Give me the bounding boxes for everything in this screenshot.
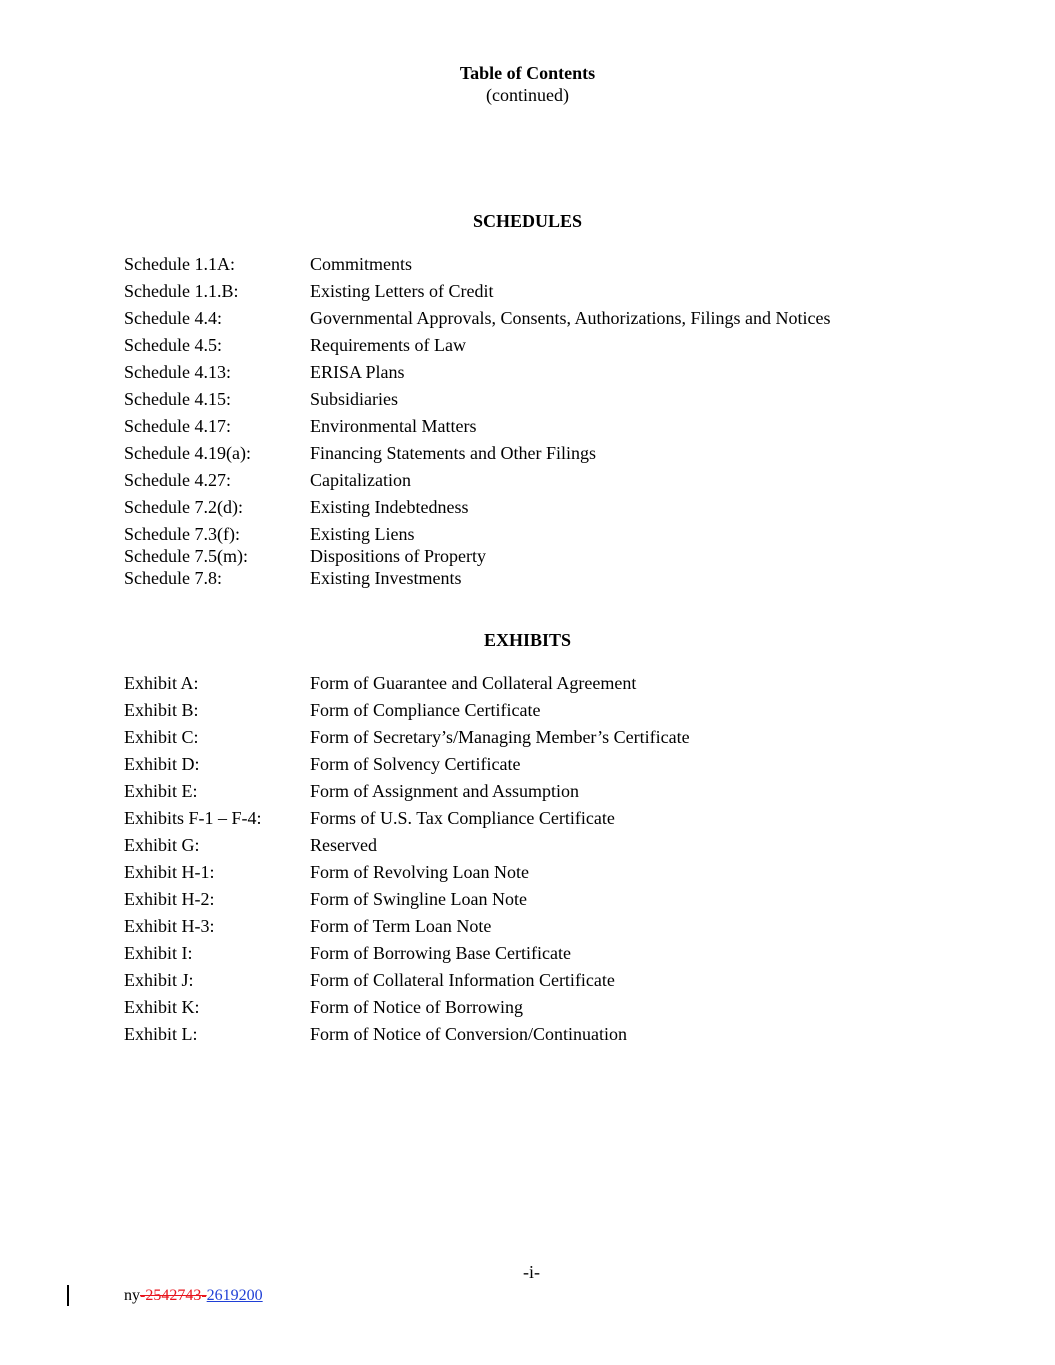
- page-title: Table of Contents: [459, 63, 596, 83]
- exhibit-description: Form of Borrowing Base Certificate: [310, 943, 571, 963]
- exhibit-label: Exhibit D:: [124, 754, 200, 774]
- exhibit-description: Forms of U.S. Tax Compliance Certificate: [310, 808, 615, 828]
- schedule-description: Governmental Approvals, Consents, Authorizations, Filings and Notices: [310, 308, 831, 328]
- exhibit-description: Form of Compliance Certificate: [310, 700, 541, 720]
- schedule-description: Existing Liens: [310, 524, 415, 544]
- exhibit-label: Exhibits F-1 – F-4:: [124, 808, 262, 828]
- schedule-label: Schedule 7.2(d):: [124, 497, 243, 517]
- schedule-description: Subsidiaries: [310, 389, 398, 409]
- schedule-description: Financing Statements and Other Filings: [310, 443, 596, 463]
- exhibit-label: Exhibit H-2:: [124, 889, 215, 909]
- schedule-description: Existing Investments: [310, 568, 462, 588]
- exhibit-description: Form of Assignment and Assumption: [310, 781, 580, 801]
- schedule-description: Environmental Matters: [310, 416, 477, 436]
- schedule-label: Schedule 4.5:: [124, 335, 222, 355]
- schedule-label: Schedule 4.15:: [124, 389, 231, 409]
- document-id-inserted: 2619200: [206, 1287, 263, 1304]
- schedule-label: Schedule 7.8:: [124, 568, 222, 588]
- exhibit-description: Form of Solvency Certificate: [310, 754, 521, 774]
- exhibit-label: Exhibit J:: [124, 970, 194, 990]
- exhibit-label: Exhibit G:: [124, 835, 200, 855]
- exhibit-description: Form of Notice of Borrowing: [310, 997, 523, 1017]
- exhibit-label: Exhibit H-3:: [124, 916, 215, 936]
- exhibit-description: Form of Collateral Information Certificate: [310, 970, 615, 990]
- schedule-description: Existing Letters of Credit: [310, 281, 494, 301]
- exhibit-description: Form of Notice of Conversion/Continuation: [310, 1024, 627, 1044]
- schedule-label: Schedule 4.19(a):: [124, 443, 251, 463]
- exhibit-label: Exhibit I:: [124, 943, 193, 963]
- document-id-deleted: -2542743-: [140, 1287, 207, 1304]
- exhibit-description: Form of Term Loan Note: [310, 916, 492, 936]
- exhibit-description: Form of Swingline Loan Note: [310, 889, 527, 909]
- exhibit-label: Exhibit K:: [124, 997, 200, 1017]
- revision-change-bar: [67, 1285, 69, 1306]
- exhibit-label: Exhibit H-1:: [124, 862, 215, 882]
- exhibit-description: Reserved: [310, 835, 377, 855]
- page-number: -i-: [523, 1262, 540, 1282]
- exhibit-description: Form of Revolving Loan Note: [310, 862, 529, 882]
- schedule-description: Existing Indebtedness: [310, 497, 469, 517]
- exhibits-heading: EXHIBITS: [483, 630, 572, 650]
- document-id-prefix: ny: [124, 1287, 140, 1304]
- schedule-description: Capitalization: [310, 470, 411, 490]
- exhibit-label: Exhibit B:: [124, 700, 199, 720]
- schedule-label: Schedule 7.3(f):: [124, 524, 240, 544]
- schedules-heading: SCHEDULES: [472, 211, 583, 231]
- schedule-label: Schedule 4.4:: [124, 308, 222, 328]
- schedule-description: Requirements of Law: [310, 335, 466, 355]
- schedule-label: Schedule 4.13:: [124, 362, 231, 382]
- schedule-description: Dispositions of Property: [310, 546, 487, 566]
- exhibit-description: Form of Secretary’s/Managing Member’s Certificate: [310, 727, 690, 747]
- schedule-description: Commitments: [310, 254, 413, 274]
- page-subtitle: (continued): [486, 85, 569, 105]
- exhibit-label: Exhibit E:: [124, 781, 198, 801]
- exhibit-label: Exhibit C:: [124, 727, 199, 747]
- schedule-label: Schedule 4.27:: [124, 470, 231, 490]
- schedule-label: Schedule 1.1A:: [124, 254, 235, 274]
- exhibit-label: Exhibit A:: [124, 673, 199, 693]
- schedule-label: Schedule 4.17:: [124, 416, 231, 436]
- schedule-description: ERISA Plans: [310, 362, 405, 382]
- exhibit-description: Form of Guarantee and Collateral Agreement: [310, 673, 637, 693]
- schedule-label: Schedule 1.1.B:: [124, 281, 239, 301]
- exhibit-label: Exhibit L:: [124, 1024, 198, 1044]
- schedule-label: Schedule 7.5(m):: [124, 546, 248, 566]
- document-id: [124, 1287, 263, 1305]
